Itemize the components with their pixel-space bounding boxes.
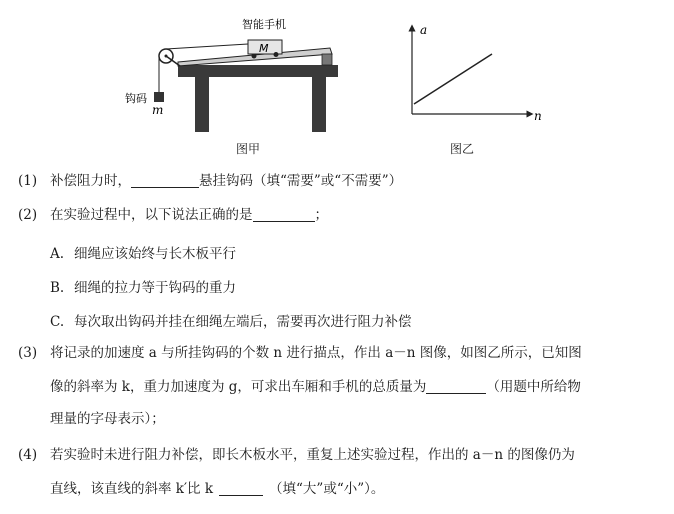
question-text: 补偿阻力时， xyxy=(50,173,131,189)
weights-mass-label: m xyxy=(152,103,164,117)
option-label: C. xyxy=(50,314,65,330)
question-3-line-2 xyxy=(18,378,581,396)
question-text: 将记录的加速度 a 与所挂钩码的个数 n 进行描点，作出 a－n 图像，如图乙所示，已知图 xyxy=(50,345,582,361)
car-wheel xyxy=(274,52,279,57)
option-b xyxy=(50,276,236,296)
question-text: 直线，该直线的斜率 k′比 k xyxy=(50,481,214,497)
option-label: A. xyxy=(50,246,65,262)
phone-label: 智能手机 xyxy=(242,18,286,31)
string xyxy=(166,44,248,49)
question-text: 若实验时未进行阻力补偿，即长木板水平，重复上述实验过程，作出的 a－n 的图像仍为 xyxy=(50,447,575,463)
answer-blank[interactable] xyxy=(253,207,315,222)
table-leg-right xyxy=(312,77,326,132)
question-text: （用题中所给物 xyxy=(486,379,581,395)
question-text: 悬挂钩码（填“需要”或“不需要”） xyxy=(199,173,403,189)
answer-blank[interactable] xyxy=(131,173,199,188)
data-line xyxy=(414,54,492,104)
figure-graph xyxy=(400,22,550,124)
question-text: ； xyxy=(314,207,328,223)
question-4 xyxy=(18,446,575,464)
question-3-line-3 xyxy=(18,410,165,428)
table-top xyxy=(178,65,338,77)
weights-label: 钩码 xyxy=(125,92,147,105)
question-2 xyxy=(18,206,328,224)
question-number: (1) xyxy=(18,173,38,189)
question-number: (4) xyxy=(18,447,38,463)
question-number: (2) xyxy=(18,207,38,223)
phone-mass-label: M xyxy=(259,42,269,55)
question-4-line-2 xyxy=(18,480,384,498)
option-text: 每次取出钩码并挂在细绳左端后，需要再次进行阻力补偿 xyxy=(74,314,412,330)
option-c xyxy=(50,310,412,330)
figure-apparatus xyxy=(120,10,350,132)
question-text: （填“大”或“小”）。 xyxy=(269,481,385,497)
question-3 xyxy=(18,344,582,362)
option-text: 细绳的拉力等于钩码的重力 xyxy=(74,280,236,296)
question-text: 理量的字母表示）； xyxy=(50,411,165,427)
car-wheel xyxy=(252,54,257,59)
option-text: 细绳应该始终与长木板平行 xyxy=(74,246,236,262)
y-axis-label: a xyxy=(420,23,428,37)
answer-blank[interactable] xyxy=(219,481,263,496)
hanging-weights xyxy=(154,92,164,102)
figure-b-caption: 图乙 xyxy=(450,142,475,156)
answer-blank[interactable] xyxy=(426,379,486,394)
question-number: (3) xyxy=(18,345,38,361)
table-leg-left xyxy=(195,77,209,132)
figure-a-caption: 图甲 xyxy=(236,142,261,156)
question-1 xyxy=(18,172,402,190)
question-text: 在实验过程中，以下说法正确的是 xyxy=(50,207,253,223)
x-axis-label: n xyxy=(534,109,542,123)
option-a xyxy=(50,242,236,262)
question-text: 像的斜率为 k，重力加速度为 g，可求出车厢和手机的总质量为 xyxy=(50,379,427,395)
option-label: B. xyxy=(50,280,65,296)
support-block xyxy=(322,54,332,65)
